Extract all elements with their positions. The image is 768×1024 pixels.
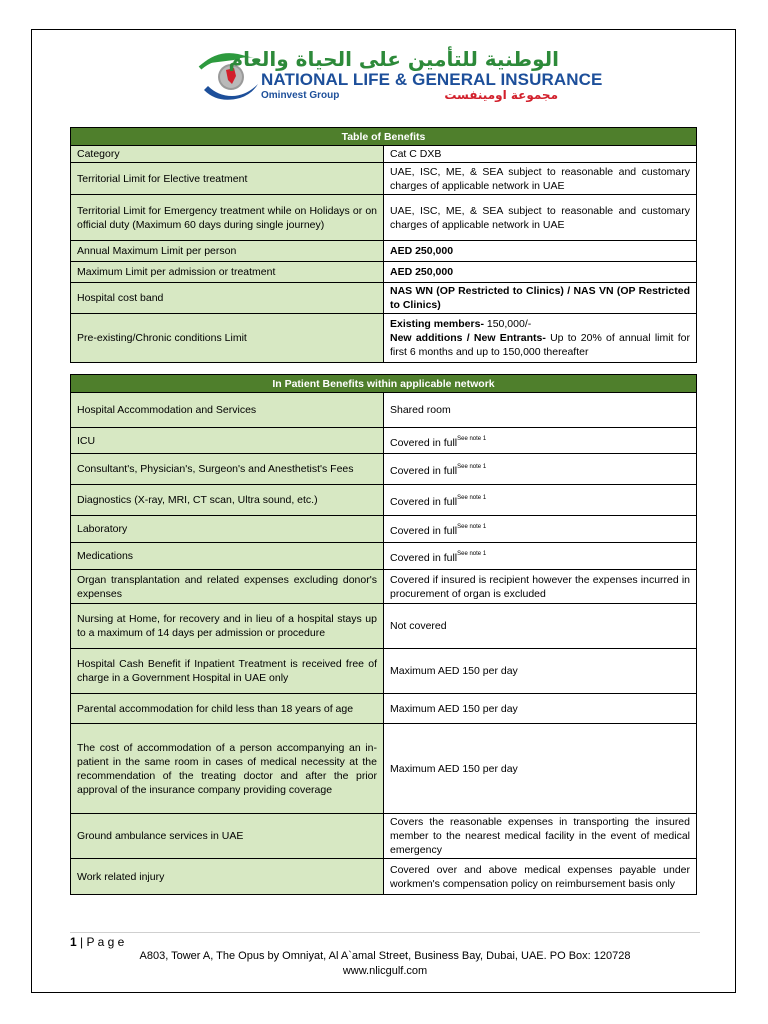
row-label: Category — [71, 146, 384, 163]
table-row — [71, 604, 697, 649]
row-label: Laboratory — [71, 516, 384, 543]
group-name-english: Ominvest Group — [261, 90, 340, 101]
row-label: Work related injury — [71, 859, 384, 895]
company-header — [198, 46, 603, 110]
row-label: Hospital Cash Benefit if Inpatient Treatment is received free of charge in a Government Hospital in UAE only — [71, 649, 384, 694]
row-value: AED 250,000 — [384, 241, 697, 262]
note-reference: See note 1 — [457, 524, 487, 530]
existing-members-value: 150,000/- — [483, 318, 532, 330]
row-value: Covered over and above medical expenses payable under workmen's compensation policy on reimbursement basis only — [384, 859, 697, 895]
row-label: Nursing at Home, for recovery and in lieu of a hospital stays up to a maximum of 14 days per admission or procedure — [71, 604, 384, 649]
row-value: Shared room — [384, 393, 697, 428]
table-row — [71, 694, 697, 724]
new-entrants-label: New additions / New Entrants- — [390, 332, 546, 344]
row-label: Hospital Accommodation and Services — [71, 393, 384, 428]
page-number — [70, 935, 124, 949]
inpatient-benefits-table — [70, 374, 697, 895]
table-row — [71, 314, 697, 363]
table-row — [71, 283, 697, 314]
footer-address: A803, Tower A, The Opus by Omniyat, Al A`amal Street, Business Bay, Dubai, UAE. PO Box: 120728 — [139, 950, 631, 962]
footer-divider — [70, 932, 700, 933]
row-value: Maximum AED 150 per day — [384, 724, 697, 814]
table-header-row — [71, 375, 697, 393]
row-value: UAE, ISC, ME, & SEA subject to reasonable and customary charges of applicable network in UAE — [384, 163, 697, 195]
row-value-text: Covered in full — [390, 436, 458, 449]
row-value: Not covered — [384, 604, 697, 649]
table-row — [71, 393, 697, 428]
table-row — [71, 195, 697, 241]
row-label: The cost of accommodation of a person accompanying an in-patient in the same room in cases of medical necessity at the recommendation of the treating doctor and after the prior approval of the insurance company providing coverage — [71, 724, 384, 814]
existing-members-label: Existing members- — [390, 318, 484, 330]
row-value: Covered if insured is recipient however the expenses incurred in procurement of organ is excluded — [384, 570, 697, 604]
row-label: ICU — [71, 428, 384, 454]
row-value: Cat C DXB — [384, 146, 697, 163]
row-label: Consultant's, Physician's, Surgeon's and Anesthetist's Fees — [71, 454, 384, 485]
page-number-value: 1 — [70, 935, 77, 949]
row-label: Parental accommodation for child less than 18 years of age — [71, 694, 384, 724]
table-row — [71, 543, 697, 570]
row-value-text: Covered in full — [390, 465, 458, 477]
company-name-arabic: الوطنية للتأمين على الحياة والعام — [228, 47, 559, 71]
row-label: Pre-existing/Chronic conditions Limit — [71, 314, 384, 363]
table-row — [71, 485, 697, 516]
table-row — [71, 146, 697, 163]
row-label: Medications — [71, 543, 384, 570]
new-entrants-value: Up to 20% of annual limit for first 6 months and up to 150,000 thereafter — [390, 332, 690, 358]
table-row — [71, 454, 697, 485]
table-row — [71, 814, 697, 859]
row-value: Covers the reasonable expenses in transporting the insured member to the nearest medical facility in the event of medical emergency — [384, 814, 697, 859]
page-number-suffix: | P a g e — [76, 935, 125, 949]
table-header-row — [71, 128, 697, 146]
row-value-text: Covered in full — [390, 525, 458, 537]
row-value-text: Covered in full — [390, 552, 458, 564]
row-value: UAE, ISC, ME, & SEA subject to reasonable and customary charges of applicable network in UAE — [384, 195, 697, 241]
table-row — [71, 241, 697, 262]
table-title: Table of Benefits — [71, 128, 697, 146]
row-label: Maximum Limit per admission or treatment — [71, 262, 384, 283]
table-row — [71, 262, 697, 283]
company-name-english: NATIONAL LIFE & GENERAL INSURANCE — [261, 70, 603, 89]
table-row — [71, 516, 697, 543]
row-label: Diagnostics (X-ray, MRI, CT scan, Ultra sound, etc.) — [71, 485, 384, 516]
table-row — [71, 724, 697, 814]
table-row — [71, 859, 697, 895]
row-label: Ground ambulance services in UAE — [71, 814, 384, 859]
row-label: Annual Maximum Limit per person — [71, 241, 384, 262]
table-title: In Patient Benefits within applicable network — [71, 375, 697, 393]
row-value — [384, 428, 697, 454]
note-reference: See note 1 — [457, 495, 487, 501]
row-value — [384, 314, 697, 363]
table-row — [71, 163, 697, 195]
row-label: Organ transplantation and related expenses excluding donor's expenses — [71, 570, 384, 604]
row-value: Maximum AED 150 per day — [384, 649, 697, 694]
note-reference: See note 1 — [457, 435, 487, 442]
table-row — [71, 649, 697, 694]
table-of-benefits — [70, 127, 697, 363]
group-name-arabic: مجموعة اومينفست — [444, 88, 558, 102]
table-row — [71, 428, 697, 454]
row-value-text: Covered in full — [390, 496, 458, 508]
row-label: Territorial Limit for Emergency treatment while on Holidays or on official duty (Maximum 60 days during single journey) — [71, 195, 384, 241]
row-label: Hospital cost band — [71, 283, 384, 314]
row-value — [384, 543, 697, 570]
footer-website: www.nlicgulf.com — [342, 965, 428, 977]
row-label: Territorial Limit for Elective treatment — [71, 163, 384, 195]
row-value — [384, 485, 697, 516]
row-value: NAS WN (OP Restricted to Clinics) / NAS VN (OP Restricted to Clinics) — [384, 283, 697, 314]
row-value — [384, 454, 697, 485]
row-value — [384, 516, 697, 543]
table-row — [71, 570, 697, 604]
row-value: AED 250,000 — [384, 262, 697, 283]
note-reference: See note 1 — [457, 551, 487, 557]
row-value: Maximum AED 150 per day — [384, 694, 697, 724]
note-reference: See note 1 — [457, 464, 487, 470]
